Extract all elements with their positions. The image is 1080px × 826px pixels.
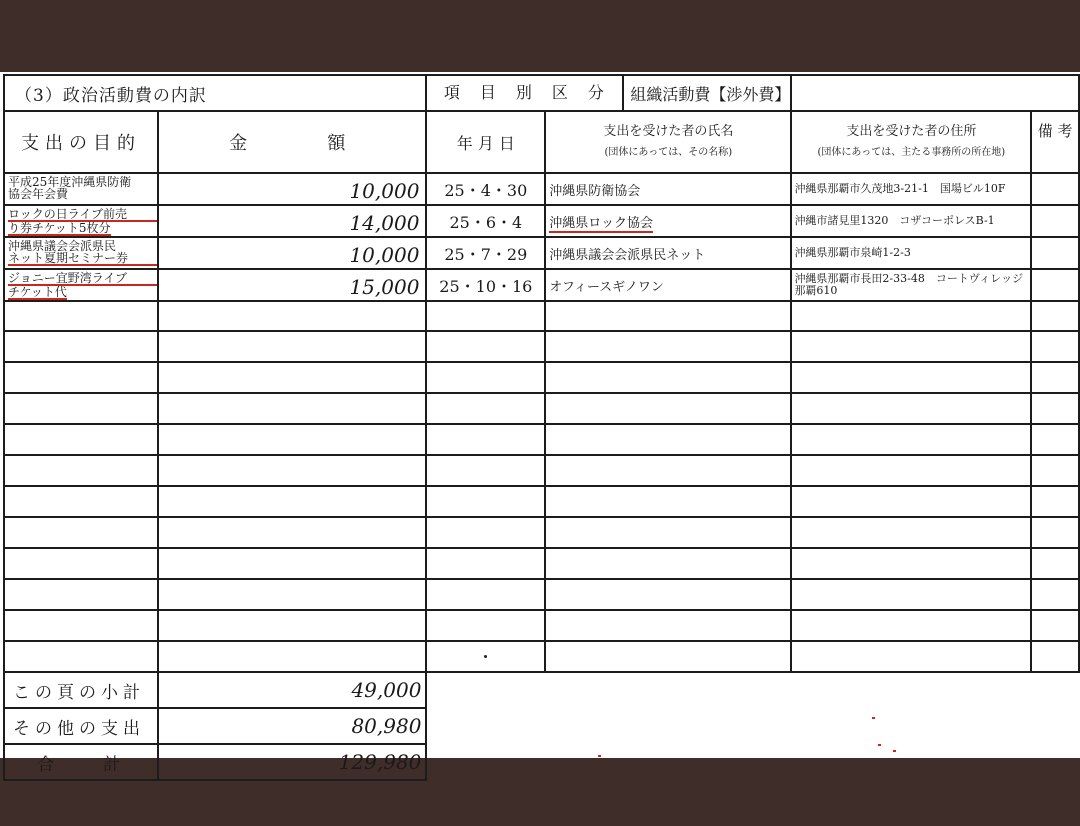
empty-cell — [426, 455, 545, 486]
empty-cell — [1031, 486, 1079, 517]
empty-cell — [426, 610, 545, 641]
header-recipient-address-note: (団体にあっては、主たる事務所の所在地) — [817, 147, 1006, 158]
empty-cell — [1031, 548, 1079, 579]
empty-cell — [791, 548, 1031, 579]
stray-dot — [484, 655, 487, 658]
amount-cell: 10,000 — [158, 173, 426, 205]
empty-cell — [1031, 393, 1079, 424]
empty-cell — [4, 610, 158, 641]
empty-row — [4, 424, 1079, 455]
recipient-address-cell: 沖縄市諸見里1320 コザコーポレスB-1 — [791, 205, 1031, 237]
empty-cell — [545, 424, 791, 455]
empty-cell — [4, 548, 158, 579]
empty-cell — [4, 455, 158, 486]
footer-blank — [426, 672, 1079, 708]
empty-cell — [158, 331, 426, 362]
empty-cell — [4, 486, 158, 517]
empty-cell — [791, 393, 1031, 424]
title-row-blank — [791, 75, 1079, 111]
category-label: 項 目 別 区 分 — [427, 76, 624, 110]
recipient-address-cell: 沖縄県那覇市長田2-33-48 コートヴィレッジ那覇610 — [791, 269, 1031, 301]
total-row — [4, 744, 1079, 780]
empty-cell — [158, 486, 426, 517]
recipient-address-cell: 沖縄県那覇市久茂地3-21-1 国場ビル10F — [791, 173, 1031, 205]
empty-cell — [1031, 455, 1079, 486]
purpose-line: 協会年会費 — [8, 187, 69, 201]
purpose-cell — [4, 237, 158, 269]
empty-cell — [791, 362, 1031, 393]
empty-cell — [791, 455, 1031, 486]
date-cell: 25・7・29 — [426, 237, 545, 269]
empty-cell — [545, 610, 791, 641]
total-label: 合 計 — [4, 744, 158, 780]
empty-row — [4, 331, 1079, 362]
empty-cell — [1031, 362, 1079, 393]
empty-cell — [4, 331, 158, 362]
empty-cell — [158, 548, 426, 579]
empty-cell — [545, 486, 791, 517]
purpose-line: 平成25年度沖縄県防衛 — [8, 175, 132, 189]
empty-cell — [426, 517, 545, 548]
purpose-cell — [4, 205, 158, 237]
header-recipient-address-main: 支出を受けた者の住所 — [846, 124, 977, 139]
empty-cell — [791, 331, 1031, 362]
footer-blank — [426, 744, 1079, 780]
empty-cell — [1031, 610, 1079, 641]
header-date: 年 月 日 — [426, 111, 545, 173]
empty-cell — [545, 641, 791, 672]
empty-cell — [4, 362, 158, 393]
empty-cell — [1031, 331, 1079, 362]
empty-cell — [791, 641, 1031, 672]
amount-cell: 14,000 — [158, 205, 426, 237]
empty-cell — [791, 424, 1031, 455]
column-header-row — [4, 111, 1079, 173]
header-recipient-name-main: 支出を受けた者の氏名 — [603, 124, 734, 139]
header-amount-left: 金 — [229, 133, 248, 154]
header-remarks: 備 考 — [1031, 111, 1079, 173]
empty-cell — [791, 517, 1031, 548]
section-title: （3）政治活動費の内訳 — [4, 75, 426, 111]
subtotal-label: この頁の小計 — [4, 672, 158, 708]
empty-cell — [1031, 424, 1079, 455]
empty-cell — [426, 301, 545, 331]
table-row — [4, 205, 1079, 237]
form-sheet — [0, 72, 1080, 775]
empty-row — [4, 301, 1079, 331]
remarks-cell — [1031, 237, 1079, 269]
empty-cell — [158, 393, 426, 424]
purpose-line: チケット代 — [8, 285, 67, 299]
header-amount-right: 額 — [327, 133, 346, 154]
empty-cell — [791, 486, 1031, 517]
empty-cell — [158, 579, 426, 610]
empty-cell — [791, 579, 1031, 610]
amount-cell: 15,000 — [158, 269, 426, 301]
purpose-cell — [4, 269, 158, 301]
empty-row — [4, 486, 1079, 517]
subtotal-value: 49,000 — [158, 672, 426, 708]
empty-cell — [545, 301, 791, 331]
empty-cell — [4, 579, 158, 610]
empty-cell — [426, 393, 545, 424]
empty-cell — [545, 548, 791, 579]
header-recipient-address — [791, 111, 1031, 173]
purpose-line: 沖縄県議会会派県民 — [8, 239, 117, 253]
footer-blank — [426, 708, 1079, 744]
header-recipient-name-note: (団体にあっては、その名称) — [604, 147, 733, 158]
table-row — [4, 269, 1079, 301]
empty-cell — [545, 393, 791, 424]
category-value: 組織活動費【渉外費】 — [630, 84, 791, 104]
empty-cell — [1031, 301, 1079, 331]
other-expenses-value: 80,980 — [158, 708, 426, 744]
empty-cell — [4, 301, 158, 331]
empty-cell — [158, 362, 426, 393]
category-cell — [426, 75, 791, 111]
empty-cell — [791, 301, 1031, 331]
date-cell: 25・4・30 — [426, 173, 545, 205]
ink-speck — [598, 755, 601, 757]
empty-cell — [545, 517, 791, 548]
recipient-name-cell: 沖縄県防衛協会 — [545, 173, 791, 205]
empty-cell — [4, 424, 158, 455]
expense-form-table — [3, 74, 1080, 781]
empty-cell — [4, 641, 158, 672]
form-title-row — [4, 75, 1079, 111]
empty-cell — [545, 362, 791, 393]
empty-cell — [545, 579, 791, 610]
recipient-address-cell: 沖縄県那覇市泉崎1-2-3 — [791, 237, 1031, 269]
empty-cell — [158, 301, 426, 331]
purpose-line: り券チケット5枚分 — [8, 221, 111, 235]
remarks-cell — [1031, 173, 1079, 205]
date-cell: 25・10・16 — [426, 269, 545, 301]
recipient-name-cell: オフィースギノワン — [545, 269, 791, 301]
empty-row — [4, 455, 1079, 486]
empty-cell — [426, 579, 545, 610]
ink-speck — [893, 750, 896, 752]
amount-cell: 10,000 — [158, 237, 426, 269]
date-cell: 25・6・4 — [426, 205, 545, 237]
empty-row — [4, 517, 1079, 548]
empty-cell — [1031, 517, 1079, 548]
ink-speck — [878, 744, 881, 746]
empty-cell — [4, 517, 158, 548]
empty-cell — [791, 610, 1031, 641]
recipient-name-cell — [545, 205, 791, 237]
other-expenses-row — [4, 708, 1079, 744]
purpose-line: ネット夏期セミナー券 — [8, 252, 157, 266]
recipient-name-text: 沖縄県ロック協会 — [549, 215, 653, 231]
subtotal-row — [4, 672, 1079, 708]
empty-row — [4, 579, 1079, 610]
empty-cell — [158, 455, 426, 486]
table-row — [4, 173, 1079, 205]
empty-cell — [545, 455, 791, 486]
empty-cell — [545, 331, 791, 362]
purpose-line: ロックの日ライブ前売 — [8, 208, 157, 222]
remarks-cell — [1031, 205, 1079, 237]
empty-cell — [158, 424, 426, 455]
ink-speck — [872, 717, 875, 719]
empty-row — [4, 362, 1079, 393]
empty-cell — [158, 517, 426, 548]
empty-cell — [426, 641, 545, 672]
header-purpose: 支出の目的 — [4, 111, 158, 173]
purpose-cell — [4, 173, 158, 205]
total-value: 129,980 — [158, 744, 426, 780]
other-expenses-label: その他の支出 — [4, 708, 158, 744]
empty-row — [4, 641, 1079, 672]
empty-cell — [158, 610, 426, 641]
remarks-cell — [1031, 269, 1079, 301]
empty-cell — [426, 362, 545, 393]
recipient-name-cell: 沖縄県議会会派県民ネット — [545, 237, 791, 269]
empty-cell — [426, 486, 545, 517]
empty-row — [4, 393, 1079, 424]
empty-row — [4, 610, 1079, 641]
table-row — [4, 237, 1079, 269]
empty-cell — [426, 548, 545, 579]
empty-cell — [1031, 579, 1079, 610]
header-amount — [158, 111, 426, 173]
header-recipient-name — [545, 111, 791, 173]
empty-cell — [1031, 641, 1079, 672]
empty-row — [4, 548, 1079, 579]
purpose-line: ジョニー宜野湾ライブ — [8, 272, 157, 286]
empty-cell — [426, 424, 545, 455]
empty-cell — [426, 331, 545, 362]
empty-cell — [4, 393, 158, 424]
empty-cell — [158, 641, 426, 672]
